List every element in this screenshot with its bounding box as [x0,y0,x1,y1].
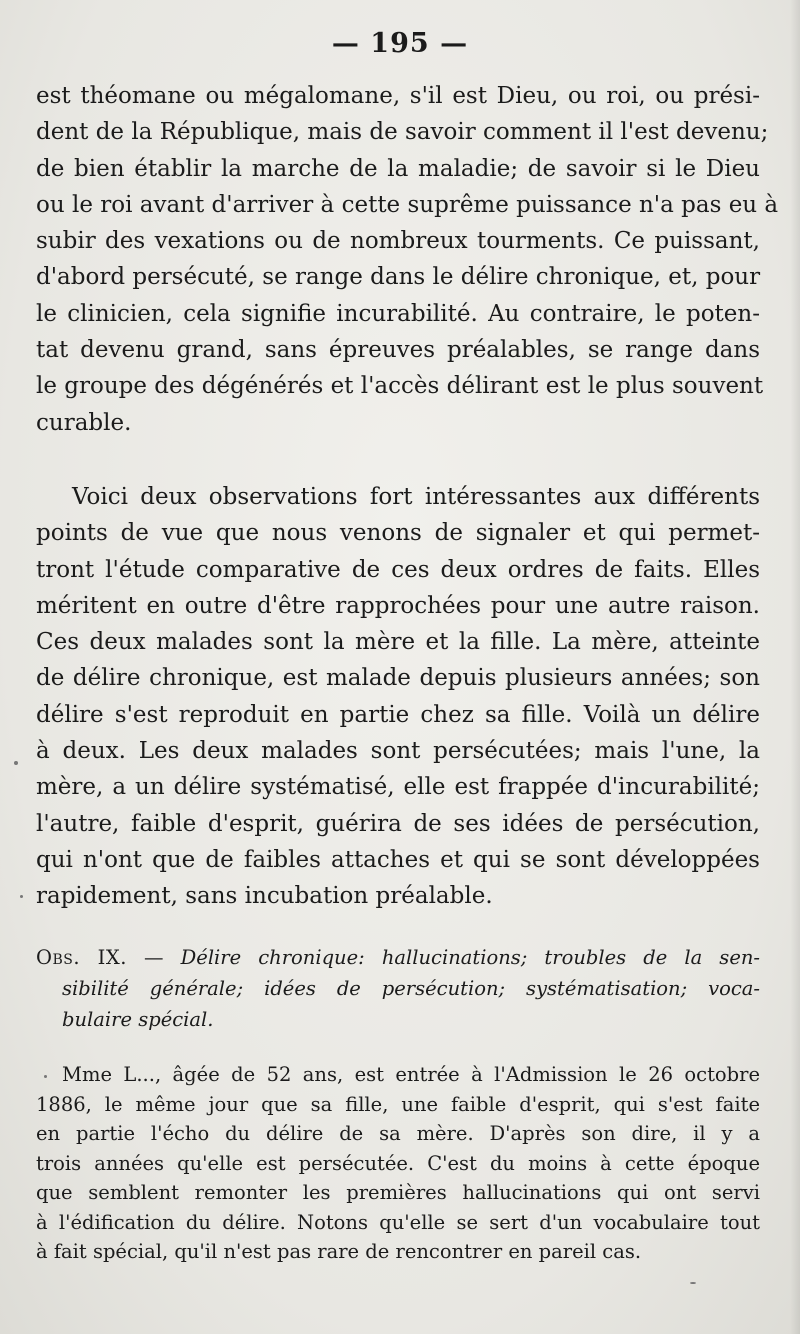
text-line: de délire chronique, est malade depuis plusieurs années; son [36,665,760,692]
text-line: l'autre, faible d'esprit, guérira de ses idées de persécution, [36,810,760,837]
text-line: ou le roi avant d'arriver à cette suprême puissance n'a pas eu à [36,191,779,218]
print-speck [44,1075,47,1078]
observation-dash: — [126,946,181,969]
text-line: à deux. Les deux malades sont persécutées; mais l'une, la [36,738,760,765]
text-line: dent de la République, mais de savoir comment il l'est devenu; [36,119,769,146]
print-speck [20,895,23,898]
text-line: que semblent remonter les premières hallucinations qui ont servi [36,1181,760,1204]
text-line: curable. [36,409,132,436]
text-line: délire s'est reproduit en partie chez sa fille. Voilà un délire [36,701,760,728]
text-line: subir des vexations ou de nombreux tourments. Ce puissant, [36,228,760,255]
text-line: rapidement, sans incubation préalable. [36,883,493,910]
text-line: méritent en outre d'être rapprochées pour une autre raison. [36,592,760,619]
text-line: le groupe des dégénérés et l'accès délirant est le plus souvent [36,373,764,400]
text-line: le clinicien, cela signifie incurabilité. Au contraire, le poten- [36,300,760,327]
text-line: à l'édification du délire. Notons qu'elle se sert d'un vocabulaire tout [36,1210,760,1234]
text-line: est théomane ou mégalomane, s'il est Dieu, ou roi, ou prési- [36,83,760,109]
observation-label: Obs. IX. [36,946,127,969]
page-number: — 195 — [331,28,469,59]
text-line: tat devenu grand, sans épreuves préalables, se range dans [36,337,760,364]
observation-line: sibilité générale; idées de persécution; systématisation; voca- [62,977,760,1000]
text-line: de bien établir la marche de la maladie; de savoir si le Dieu [36,155,760,182]
print-speck [690,1282,696,1284]
text-line: d'abord persécuté, se range dans le délire chronique, et, pour [36,264,761,291]
text-line: Voici deux observations fort intéressantes aux différents [72,484,760,510]
page-edge-shadow [790,0,800,1334]
observation-line: bulaire spécial. [62,1008,214,1031]
text-line: à fait spécial, qu'il n'est pas rare de rencontrer en pareil cas. [36,1240,642,1263]
print-speck [14,761,18,765]
text-line: trois années qu'elle est persécutée. C'est du moins à cette époque [36,1151,760,1175]
observation-title: Délire chronique: hallucinations; troubles de la sen- [180,946,761,969]
paragraph-2 [36,479,760,915]
text-line: qui n'ont que de faibles attaches et qui se sont développées [36,846,760,873]
observation-line [36,942,760,973]
text-line: en partie l'écho du délire de sa mère. D'après son dire, il y a [36,1122,760,1145]
paragraph-1 [36,78,779,441]
text-line: 1886, le même jour que sa fille, une faible d'esprit, qui s'est faite [36,1092,760,1116]
text-line: Ces deux malades sont la mère et la fille. La mère, atteinte [36,629,760,656]
text-line: points de vue que nous venons de signaler et qui permet- [36,520,760,547]
text-line: Mme L..., âgée de 52 ans, est entrée à l'Admission le 26 octobre [62,1063,760,1086]
text-line: tront l'étude comparative de ces deux ordres de faits. Elles [36,556,760,583]
text-line: mère, a un délire systématisé, elle est frappée d'incurabilité; [36,774,760,801]
case-paragraph [36,1060,760,1267]
observation-heading [36,942,760,1035]
